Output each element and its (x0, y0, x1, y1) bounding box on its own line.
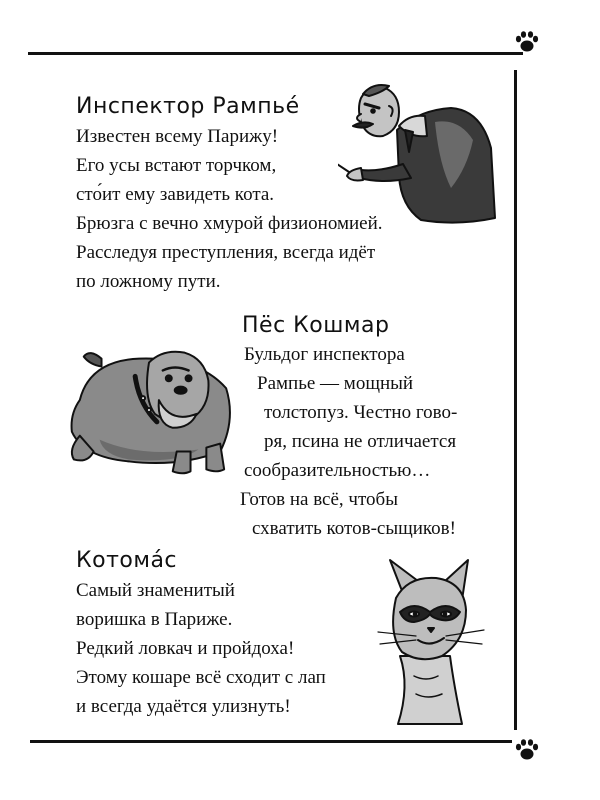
section-text-cat (76, 576, 326, 721)
frame-top-line (28, 52, 523, 55)
text-line: Известен всему Парижу! (76, 126, 279, 147)
text-line: Готов на всё, чтобы (240, 489, 398, 510)
section-title-inspector: Инспектор Рампье́ (76, 94, 300, 119)
text-line: толстопуз. Честно гово- (264, 402, 458, 423)
paw-print-icon (514, 30, 540, 54)
text-line: Брюзга с вечно хмурой физиономией. (76, 213, 383, 234)
text-line: Его усы встают торчком, (76, 155, 277, 176)
paw-print-icon (514, 738, 540, 762)
inspector-illustration (338, 78, 500, 228)
text-line: Этому кошаре всё сходит с лап (76, 667, 326, 688)
section-title-cat: Котома́с (76, 548, 178, 573)
text-line: воришка в Париже. (76, 609, 233, 630)
bulldog-illustration (60, 340, 238, 480)
text-line: сообразительностью… (244, 460, 431, 481)
frame-bottom-line (30, 740, 512, 743)
section-title-bulldog: Пёс Кошмар (242, 313, 390, 338)
text-line: Расследуя преступления, всегда идёт (76, 242, 376, 263)
frame-right-line (514, 70, 517, 730)
text-line: Редкий ловкач и пройдоха! (76, 638, 295, 659)
text-line: ря, псина не отличается (264, 431, 457, 452)
text-line: Бульдог инспектора (244, 344, 405, 365)
cat-illustration (370, 556, 490, 726)
text-line: и всегда удаётся улизнуть! (76, 696, 291, 717)
text-line: схватить котов-сыщиков! (252, 518, 456, 539)
text-line: Рампье — мощный (257, 373, 414, 394)
text-line: Самый знаменитый (76, 580, 235, 601)
section-text-inspector (76, 122, 383, 296)
text-line: сто́ит ему завидеть кота. (76, 184, 275, 205)
section-text-bulldog (240, 340, 457, 543)
text-line: по ложному пути. (76, 271, 221, 292)
